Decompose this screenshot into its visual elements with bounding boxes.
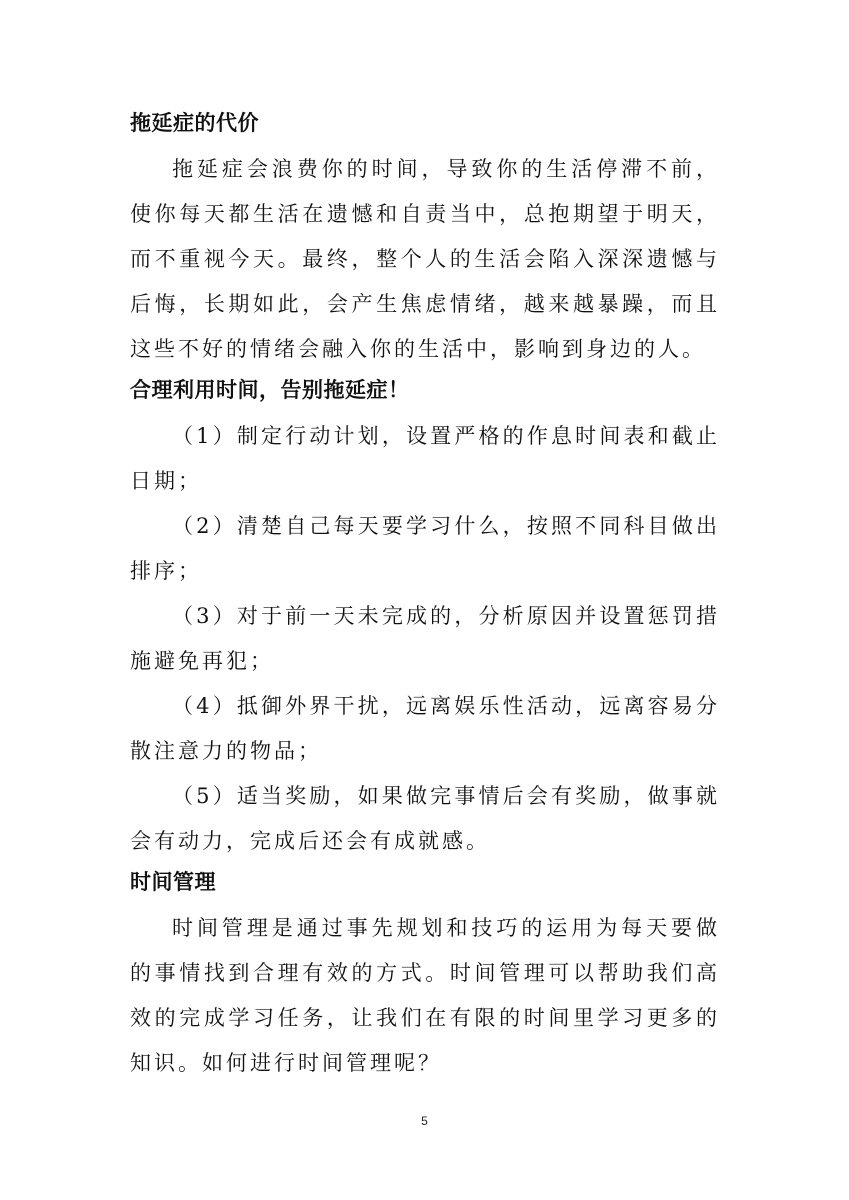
section-heading-procrastination-cost: 拖延症的代价 (130, 111, 259, 135)
section-heading-use-time-wisely: 合理利用时间，告别拖延症！ (130, 378, 410, 402)
paragraph-time-management: 时间管理是通过事先规划和技巧的运用为每天要做的事情找到合理有效的方式。时间管理可以帮助我们高效的完成学习任务，让我们在有限的时间里学习更多的知识。如何进行时间管理呢？ (130, 916, 720, 1075)
list-item-1: （1）制定行动计划，设置严格的作息时间表和截止日期； (130, 424, 720, 493)
list-item-5: （5）适当奖励，如果做完事情后会有奖励，做事就会有动力，完成后还会有成就感。 (130, 784, 720, 853)
paragraph-procrastination-cost: 拖延症会浪费你的时间，导致你的生活停滞不前，使你每天都生活在遗憾和自责当中，总抱期望于明天，而不重视今天。最终，整个人的生活会陷入深深遗憾与后悔，长期如此，会产生焦虑情绪，越来越暴躁，而且这些不好的情绪会融入你的生活中，影响到身边的人。 (130, 157, 720, 361)
page-number: 5 (421, 1114, 428, 1128)
list-item-4: （4）抵御外界干扰，远离娱乐性活动，远离容易分散注意力的物品； (130, 694, 720, 763)
page-content (130, 108, 720, 1086)
list-item-2: （2）清楚自己每天要学习什么，按照不同科目做出排序； (130, 514, 720, 583)
list-item-3: （3）对于前一天未完成的，分析原因并设置惩罚措施避免再犯； (130, 604, 720, 673)
section-heading-time-management: 时间管理 (130, 870, 216, 894)
